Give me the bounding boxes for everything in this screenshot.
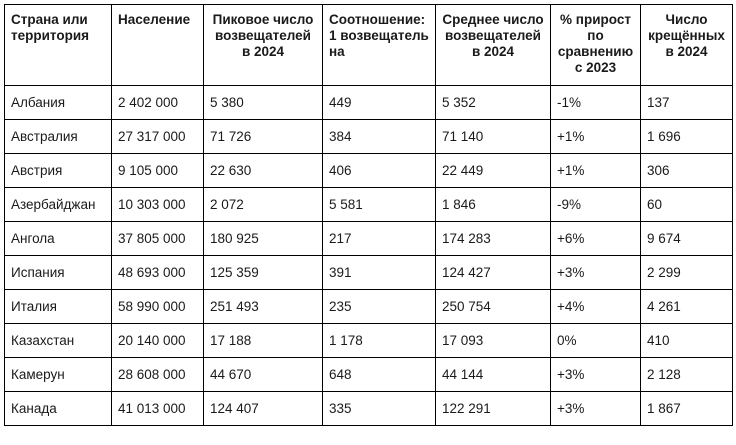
cell-average-publishers: 124 427 — [436, 256, 551, 290]
cell-average-publishers: 44 144 — [436, 358, 551, 392]
cell-baptized: 1 867 — [641, 392, 733, 426]
cell-country: Австрия — [5, 154, 112, 188]
cell-country: Албания — [5, 86, 112, 120]
header-peak-publishers: Пиковое число возвещателей в 2024 — [204, 5, 323, 86]
cell-average-publishers: 22 449 — [436, 154, 551, 188]
cell-population: 27 317 000 — [112, 120, 204, 154]
cell-baptized: 1 696 — [641, 120, 733, 154]
cell-average-publishers: 5 352 — [436, 86, 551, 120]
cell-peak-publishers: 124 407 — [204, 392, 323, 426]
cell-country: Камерун — [5, 358, 112, 392]
cell-percent-increase: +1% — [551, 120, 641, 154]
table-row — [5, 256, 733, 290]
cell-baptized: 2 128 — [641, 358, 733, 392]
cell-ratio: 235 — [323, 290, 436, 324]
cell-peak-publishers: 5 380 — [204, 86, 323, 120]
cell-population: 10 303 000 — [112, 188, 204, 222]
cell-peak-publishers: 44 670 — [204, 358, 323, 392]
cell-peak-publishers: 71 726 — [204, 120, 323, 154]
cell-baptized: 306 — [641, 154, 733, 188]
cell-average-publishers: 17 093 — [436, 324, 551, 358]
cell-percent-increase: +1% — [551, 154, 641, 188]
cell-baptized: 410 — [641, 324, 733, 358]
header-average-publishers: Среднее число возвещателей в 2024 — [436, 5, 551, 86]
header-ratio: Соотношение: 1 возвещатель на — [323, 5, 436, 86]
cell-peak-publishers: 17 188 — [204, 324, 323, 358]
cell-population: 9 105 000 — [112, 154, 204, 188]
cell-population: 20 140 000 — [112, 324, 204, 358]
cell-country: Канада — [5, 392, 112, 426]
cell-country: Австралия — [5, 120, 112, 154]
cell-ratio: 449 — [323, 86, 436, 120]
cell-ratio: 384 — [323, 120, 436, 154]
cell-average-publishers: 174 283 — [436, 222, 551, 256]
header-population: Население — [112, 5, 204, 86]
cell-ratio: 648 — [323, 358, 436, 392]
table-row — [5, 154, 733, 188]
cell-average-publishers: 1 846 — [436, 188, 551, 222]
header-row — [5, 5, 733, 86]
table-row — [5, 358, 733, 392]
cell-country: Ангола — [5, 222, 112, 256]
cell-country: Азербайджан — [5, 188, 112, 222]
table-row — [5, 222, 733, 256]
cell-country: Италия — [5, 290, 112, 324]
cell-percent-increase: -1% — [551, 86, 641, 120]
header-country: Страна или территория — [5, 5, 112, 86]
cell-average-publishers: 71 140 — [436, 120, 551, 154]
cell-peak-publishers: 22 630 — [204, 154, 323, 188]
cell-percent-increase: +3% — [551, 392, 641, 426]
cell-percent-increase: 0% — [551, 324, 641, 358]
table-row — [5, 120, 733, 154]
cell-peak-publishers: 125 359 — [204, 256, 323, 290]
cell-baptized: 9 674 — [641, 222, 733, 256]
cell-percent-increase: +3% — [551, 256, 641, 290]
table-row — [5, 392, 733, 426]
table-row — [5, 324, 733, 358]
cell-ratio: 5 581 — [323, 188, 436, 222]
cell-percent-increase: +4% — [551, 290, 641, 324]
cell-population: 28 608 000 — [112, 358, 204, 392]
cell-population: 58 990 000 — [112, 290, 204, 324]
cell-percent-increase: +6% — [551, 222, 641, 256]
cell-percent-increase: +3% — [551, 358, 641, 392]
header-percent-increase: % прирост по сравнению с 2023 — [551, 5, 641, 86]
cell-peak-publishers: 180 925 — [204, 222, 323, 256]
table-row — [5, 290, 733, 324]
cell-ratio: 406 — [323, 154, 436, 188]
cell-country: Испания — [5, 256, 112, 290]
table-row — [5, 86, 733, 120]
cell-population: 37 805 000 — [112, 222, 204, 256]
header-baptized: Число крещённых в 2024 — [641, 5, 733, 86]
cell-baptized: 137 — [641, 86, 733, 120]
cell-ratio: 1 178 — [323, 324, 436, 358]
cell-peak-publishers: 2 072 — [204, 188, 323, 222]
cell-percent-increase: -9% — [551, 188, 641, 222]
cell-country: Казахстан — [5, 324, 112, 358]
cell-ratio: 217 — [323, 222, 436, 256]
cell-ratio: 335 — [323, 392, 436, 426]
cell-peak-publishers: 251 493 — [204, 290, 323, 324]
cell-average-publishers: 122 291 — [436, 392, 551, 426]
cell-baptized: 2 299 — [641, 256, 733, 290]
cell-baptized: 4 261 — [641, 290, 733, 324]
cell-population: 2 402 000 — [112, 86, 204, 120]
table-row — [5, 188, 733, 222]
cell-baptized: 60 — [641, 188, 733, 222]
cell-average-publishers: 250 754 — [436, 290, 551, 324]
cell-population: 41 013 000 — [112, 392, 204, 426]
statistics-table — [4, 4, 733, 426]
cell-population: 48 693 000 — [112, 256, 204, 290]
cell-ratio: 391 — [323, 256, 436, 290]
